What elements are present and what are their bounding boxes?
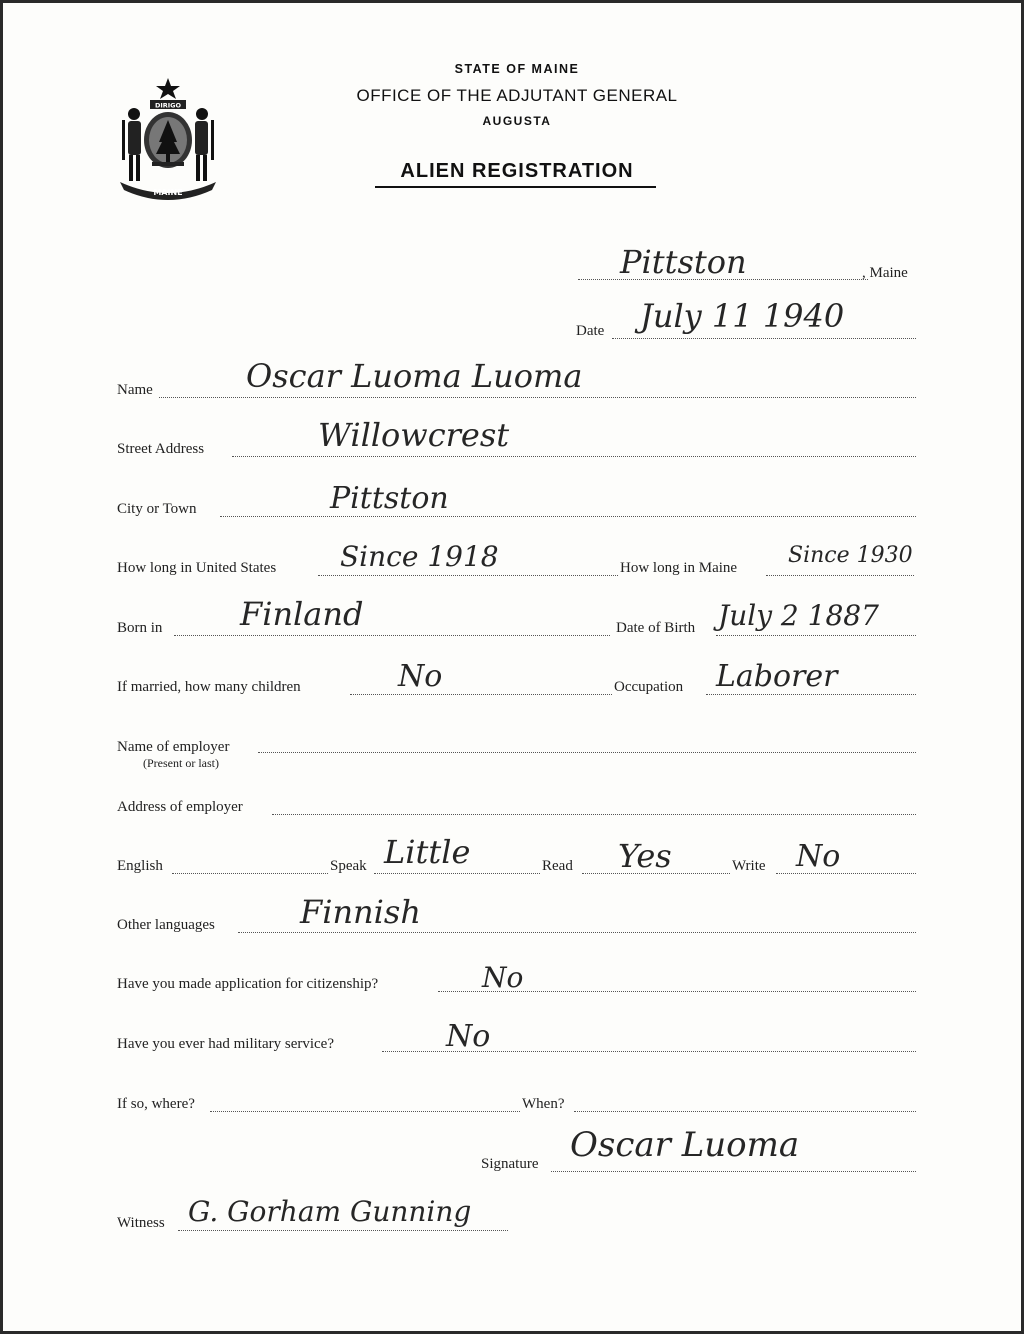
other-languages-value: Finnish [300, 893, 421, 931]
state-heading: STATE OF MAINE [454, 62, 580, 76]
city-heading: AUGUSTA [482, 114, 552, 128]
speak-line [374, 873, 540, 874]
town-suffix-label: , Maine [862, 265, 908, 281]
military-value: No [446, 1019, 491, 1054]
signature-value: Oscar Luoma [570, 1125, 800, 1165]
employer-name-note: (Present or last) [143, 756, 219, 770]
how-long-us-value: Since 1918 [340, 540, 499, 573]
signature-label: Signature [481, 1156, 539, 1172]
how-long-us-line [318, 575, 618, 576]
employer-name-line [258, 752, 916, 753]
date-of-birth-label: Date of Birth [616, 620, 696, 636]
when-line [574, 1111, 916, 1112]
how-long-maine-value: Since 1930 [788, 543, 913, 568]
city-or-town-value: Pittston [330, 481, 449, 516]
name-value: Oscar Luoma Luoma [246, 357, 583, 395]
date-label: Date [576, 323, 605, 339]
name-line [159, 397, 916, 398]
occupation-value: Laborer [716, 659, 838, 694]
married-children-line [350, 694, 612, 695]
signature-line [551, 1171, 916, 1172]
city-or-town-label: City or Town [117, 501, 197, 517]
date-value: July 11 1940 [640, 297, 845, 335]
witness-line [178, 1230, 508, 1231]
street-address-value: Willowcrest [318, 416, 510, 454]
employer-address-label: Address of employer [117, 799, 243, 815]
street-address-label: Street Address [117, 441, 205, 457]
street-address-line [232, 456, 916, 457]
where-label: If so, where? [117, 1096, 195, 1112]
read-label: Read [542, 858, 573, 874]
town-value: Pittston [620, 243, 747, 281]
other-languages-line [238, 932, 916, 933]
speak-label: Speak [330, 858, 367, 874]
write-value: No [796, 839, 841, 874]
how-long-maine-label: How long in Maine [620, 560, 738, 576]
name-label: Name [117, 382, 153, 398]
how-long-maine-line [766, 575, 914, 576]
married-children-label: If married, how many children [117, 679, 301, 695]
write-label: Write [732, 858, 766, 874]
witness-value: G. Gorham Gunning [188, 1195, 472, 1228]
english-label: English [117, 858, 163, 874]
date-of-birth-value: July 2 1887 [718, 599, 879, 632]
form-title: ALIEN REGISTRATION [400, 160, 634, 182]
other-languages-label: Other languages [117, 917, 215, 933]
employer-address-line [272, 814, 916, 815]
married-children-value: No [398, 659, 443, 694]
citizenship-value: No [482, 961, 524, 994]
english-line [172, 873, 328, 874]
occupation-label: Occupation [614, 679, 684, 695]
date-of-birth-line [716, 635, 916, 636]
witness-label: Witness [117, 1215, 165, 1231]
born-in-value: Finland [240, 595, 364, 633]
read-value: Yes [618, 837, 672, 875]
how-long-us-label: How long in United States [117, 560, 277, 576]
military-label: Have you ever had military service? [117, 1036, 334, 1052]
office-heading: OFFICE OF THE ADJUTANT GENERAL [356, 86, 678, 105]
born-in-label: Born in [117, 620, 163, 636]
employer-name-label: Name of employer [117, 739, 230, 755]
born-in-line [174, 635, 610, 636]
speak-value: Little [384, 833, 471, 871]
date-line [612, 338, 916, 339]
city-or-town-line [220, 516, 916, 517]
title-underline [375, 186, 656, 188]
when-label: When? [522, 1096, 565, 1112]
svg-text:MAINE: MAINE [153, 188, 183, 197]
svg-text:DIRIGO: DIRIGO [154, 101, 182, 110]
where-line [210, 1111, 520, 1112]
citizenship-label: Have you made application for citizenship? [117, 976, 379, 992]
occupation-line [706, 694, 916, 695]
